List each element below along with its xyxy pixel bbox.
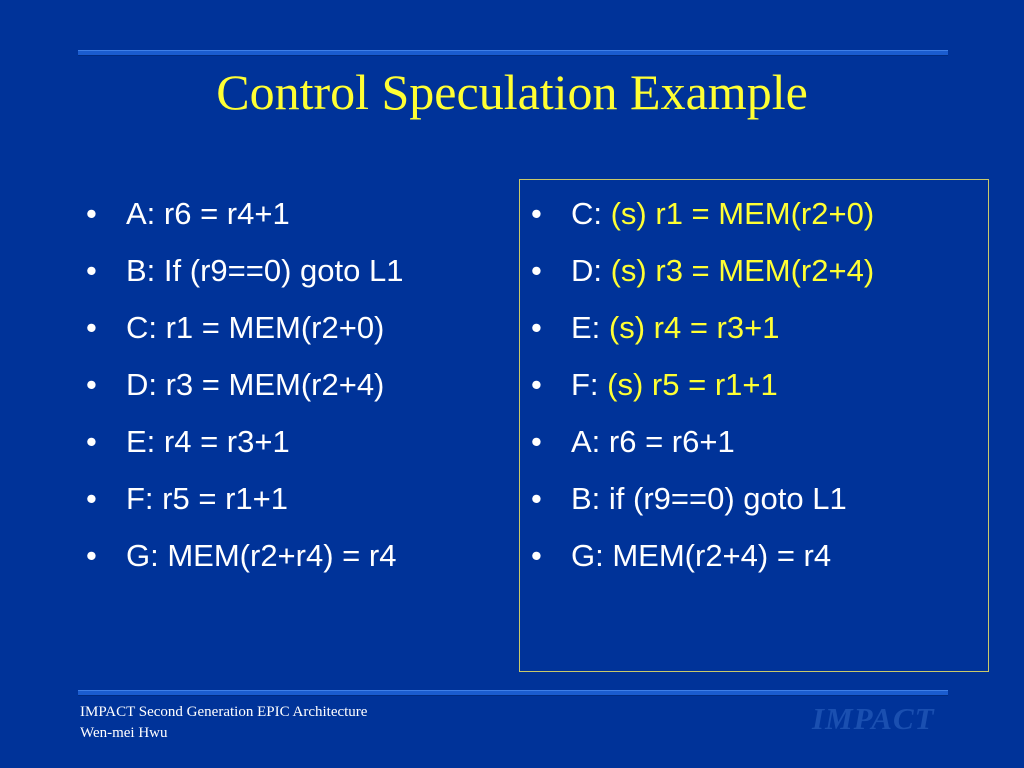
bullet-icon: • [531, 538, 542, 573]
item-code: r6 = r4+1 [155, 196, 290, 231]
list-item [86, 527, 403, 584]
item-code-speculative: (s) r4 = r3+1 [600, 310, 780, 345]
list-item [531, 299, 874, 356]
list-item [86, 185, 403, 242]
item-code: MEM(r2+r4) = r4 [158, 538, 397, 573]
bullet-icon: • [531, 310, 542, 345]
item-code: r3 = MEM(r2+4) [157, 367, 385, 402]
item-code: MEM(r2+4) = r4 [603, 538, 832, 573]
item-code-speculative: (s) r5 = r1+1 [598, 367, 778, 402]
item-code: r4 = r3+1 [155, 424, 290, 459]
bullet-icon: • [86, 310, 97, 345]
list-item [531, 527, 874, 584]
list-item [531, 356, 874, 413]
item-code-speculative: (s) r1 = MEM(r2+0) [602, 196, 875, 231]
item-label: C: [571, 196, 602, 231]
list-item [86, 242, 403, 299]
item-label: D: [126, 367, 157, 402]
list-item [86, 413, 403, 470]
item-label: C: [126, 310, 157, 345]
item-code-speculative: (s) r3 = MEM(r2+4) [602, 253, 875, 288]
list-item [531, 242, 874, 299]
item-label: A: [571, 424, 601, 459]
footer-course-title: IMPACT Second Generation EPIC Architecture [80, 704, 368, 720]
bottom-divider [78, 690, 948, 696]
bullet-icon: • [531, 253, 542, 288]
item-label: F: [126, 481, 154, 516]
item-label: A: [126, 196, 156, 231]
impact-logo: IMPACT [812, 701, 935, 736]
bullet-icon: • [86, 424, 97, 459]
bullet-icon: • [531, 481, 542, 516]
bullet-icon: • [86, 196, 97, 231]
bullet-icon: • [86, 481, 97, 516]
list-item [86, 470, 403, 527]
item-label: G: [571, 538, 604, 573]
item-label: E: [571, 310, 601, 345]
bullet-icon: • [86, 253, 97, 288]
list-item [86, 299, 403, 356]
top-divider [78, 50, 948, 56]
list-item [531, 185, 874, 242]
item-label: E: [126, 424, 156, 459]
item-code: r5 = r1+1 [153, 481, 288, 516]
bullet-icon: • [531, 367, 542, 402]
item-label: D: [571, 253, 602, 288]
list-item [531, 413, 874, 470]
list-item [531, 470, 874, 527]
list-item [86, 356, 403, 413]
footer-author: Wen-mei Hwu [80, 725, 168, 741]
item-code: If (r9==0) goto L1 [155, 253, 404, 288]
original-code-list [86, 185, 403, 584]
footer [80, 702, 367, 744]
bullet-icon: • [86, 367, 97, 402]
item-label: B: [126, 253, 156, 288]
item-code: r1 = MEM(r2+0) [157, 310, 385, 345]
bullet-icon: • [531, 196, 542, 231]
bullet-icon: • [86, 538, 97, 573]
item-code: r6 = r6+1 [600, 424, 735, 459]
bullet-icon: • [531, 424, 542, 459]
speculated-code-list [531, 185, 874, 584]
item-code: if (r9==0) goto L1 [600, 481, 847, 516]
item-label: G: [126, 538, 159, 573]
item-label: B: [571, 481, 601, 516]
slide-title: Control Speculation Example [216, 64, 808, 120]
item-label: F: [571, 367, 599, 402]
